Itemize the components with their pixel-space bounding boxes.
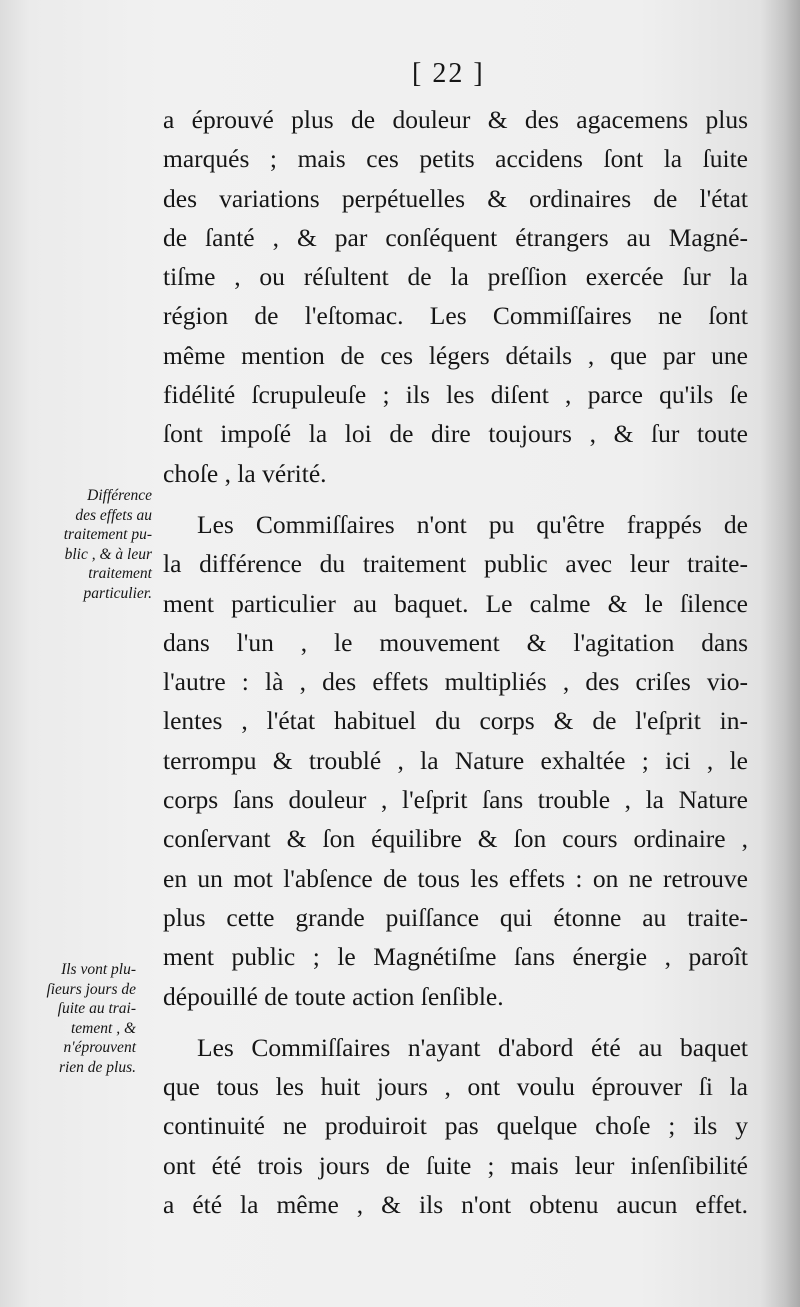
text-line: en un mot l'abſence de tous les effets : on ne retrouve bbox=[163, 863, 748, 893]
text-line: lentes , l'état habituel du corps & de l'eſprit in- bbox=[163, 706, 748, 736]
page-number: [ 22 ] bbox=[412, 58, 485, 89]
margin-note-line: tement , & bbox=[71, 1019, 136, 1037]
text-line: ſont impoſé la loi de dire toujours , & ſur toute bbox=[163, 419, 748, 449]
text-line: l'autre : là , des effets multipliés , des criſes vio- bbox=[163, 667, 748, 697]
margin-note-line: ſuite au trai- bbox=[57, 1000, 136, 1017]
text-line: région de l'eſtomac. Les Commiſſaires ne ſont bbox=[163, 301, 748, 331]
margin-note-line: traitement pu- bbox=[63, 526, 152, 543]
margin-note-line: blic , & à leur bbox=[64, 545, 152, 563]
text-line: dépouillé de toute action ſenſible. bbox=[163, 981, 504, 1011]
margin-note-line: traitement bbox=[88, 565, 152, 582]
text-line: a été la même , & ils n'ont obtenu aucun effet. bbox=[163, 1190, 748, 1220]
text-line: ment particulier au baquet. Le calme & le ſilence bbox=[163, 588, 748, 618]
text-line: que tous les huit jours , ont voulu éprouver ſi la bbox=[163, 1072, 748, 1102]
text-line: ment public ; le Magnétiſme ſans énergie , paroît bbox=[163, 942, 748, 972]
margin-note-line: Différence bbox=[87, 487, 152, 504]
paragraph-1 bbox=[163, 100, 748, 493]
margin-note-difference bbox=[56, 486, 152, 603]
paragraph-2 bbox=[163, 505, 748, 1016]
paragraph-gap bbox=[163, 493, 748, 505]
margin-note-line: rien de plus. bbox=[58, 1058, 136, 1076]
text-line: a éprouvé plus de douleur & des agacemens plus bbox=[163, 105, 748, 134]
text-line: marqués ; mais ces petits accidens ſont la ſuite bbox=[163, 144, 748, 174]
text-line: choſe , la vérité. bbox=[163, 458, 327, 488]
main-text bbox=[163, 100, 748, 1224]
margin-note-line: particulier. bbox=[83, 584, 152, 602]
spine-shadow bbox=[760, 0, 800, 1307]
margin-note-line: ſieurs jours de bbox=[46, 980, 136, 998]
text-line: terrompu & troublé , la Nature exhaltée ; ici , le bbox=[163, 745, 748, 775]
text-line: conſervant & ſon équilibre & ſon cours ordinaire , bbox=[163, 824, 748, 854]
margin-note-line: Ils vont plu- bbox=[61, 961, 136, 978]
text-line: plus cette grande puiſſance qui étonne au traite- bbox=[163, 902, 748, 932]
text-line: Les Commiſſaires n'ont pu qu'être frappés de bbox=[197, 509, 748, 539]
margin-note-line: des effets au bbox=[75, 506, 152, 524]
text-line: même mention de ces légers détails , que par une bbox=[163, 340, 748, 370]
text-line: de ſanté , & par conſéquent étrangers au Magné- bbox=[163, 222, 748, 252]
text-line: continuité ne produiroit pas quelque choſe ; ils y bbox=[163, 1111, 748, 1141]
margin-note-line: n'éprouvent bbox=[63, 1039, 136, 1056]
margin-note-several-days bbox=[40, 960, 136, 1077]
text-line: ont été trois jours de ſuite ; mais leur inſenſibilité bbox=[163, 1150, 748, 1180]
text-line: la différence du traitement public avec leur traite- bbox=[163, 549, 748, 579]
text-line: Les Commiſſaires n'ayant d'abord été au baquet bbox=[197, 1032, 748, 1062]
text-line: corps ſans douleur , l'eſprit ſans trouble , la Nature bbox=[163, 785, 748, 815]
text-line: fidélité ſcrupuleuſe ; ils les diſent , parce qu'ils ſe bbox=[163, 380, 748, 410]
paragraph-gap bbox=[163, 1016, 748, 1028]
text-line: dans l'un , le mouvement & l'agitation dans bbox=[163, 627, 748, 657]
text-line: des variations perpétuelles & ordinaires de l'état bbox=[163, 183, 748, 213]
text-line: tiſme , ou réſultent de la preſſion exercée ſur la bbox=[163, 262, 748, 292]
paragraph-3 bbox=[163, 1028, 748, 1224]
